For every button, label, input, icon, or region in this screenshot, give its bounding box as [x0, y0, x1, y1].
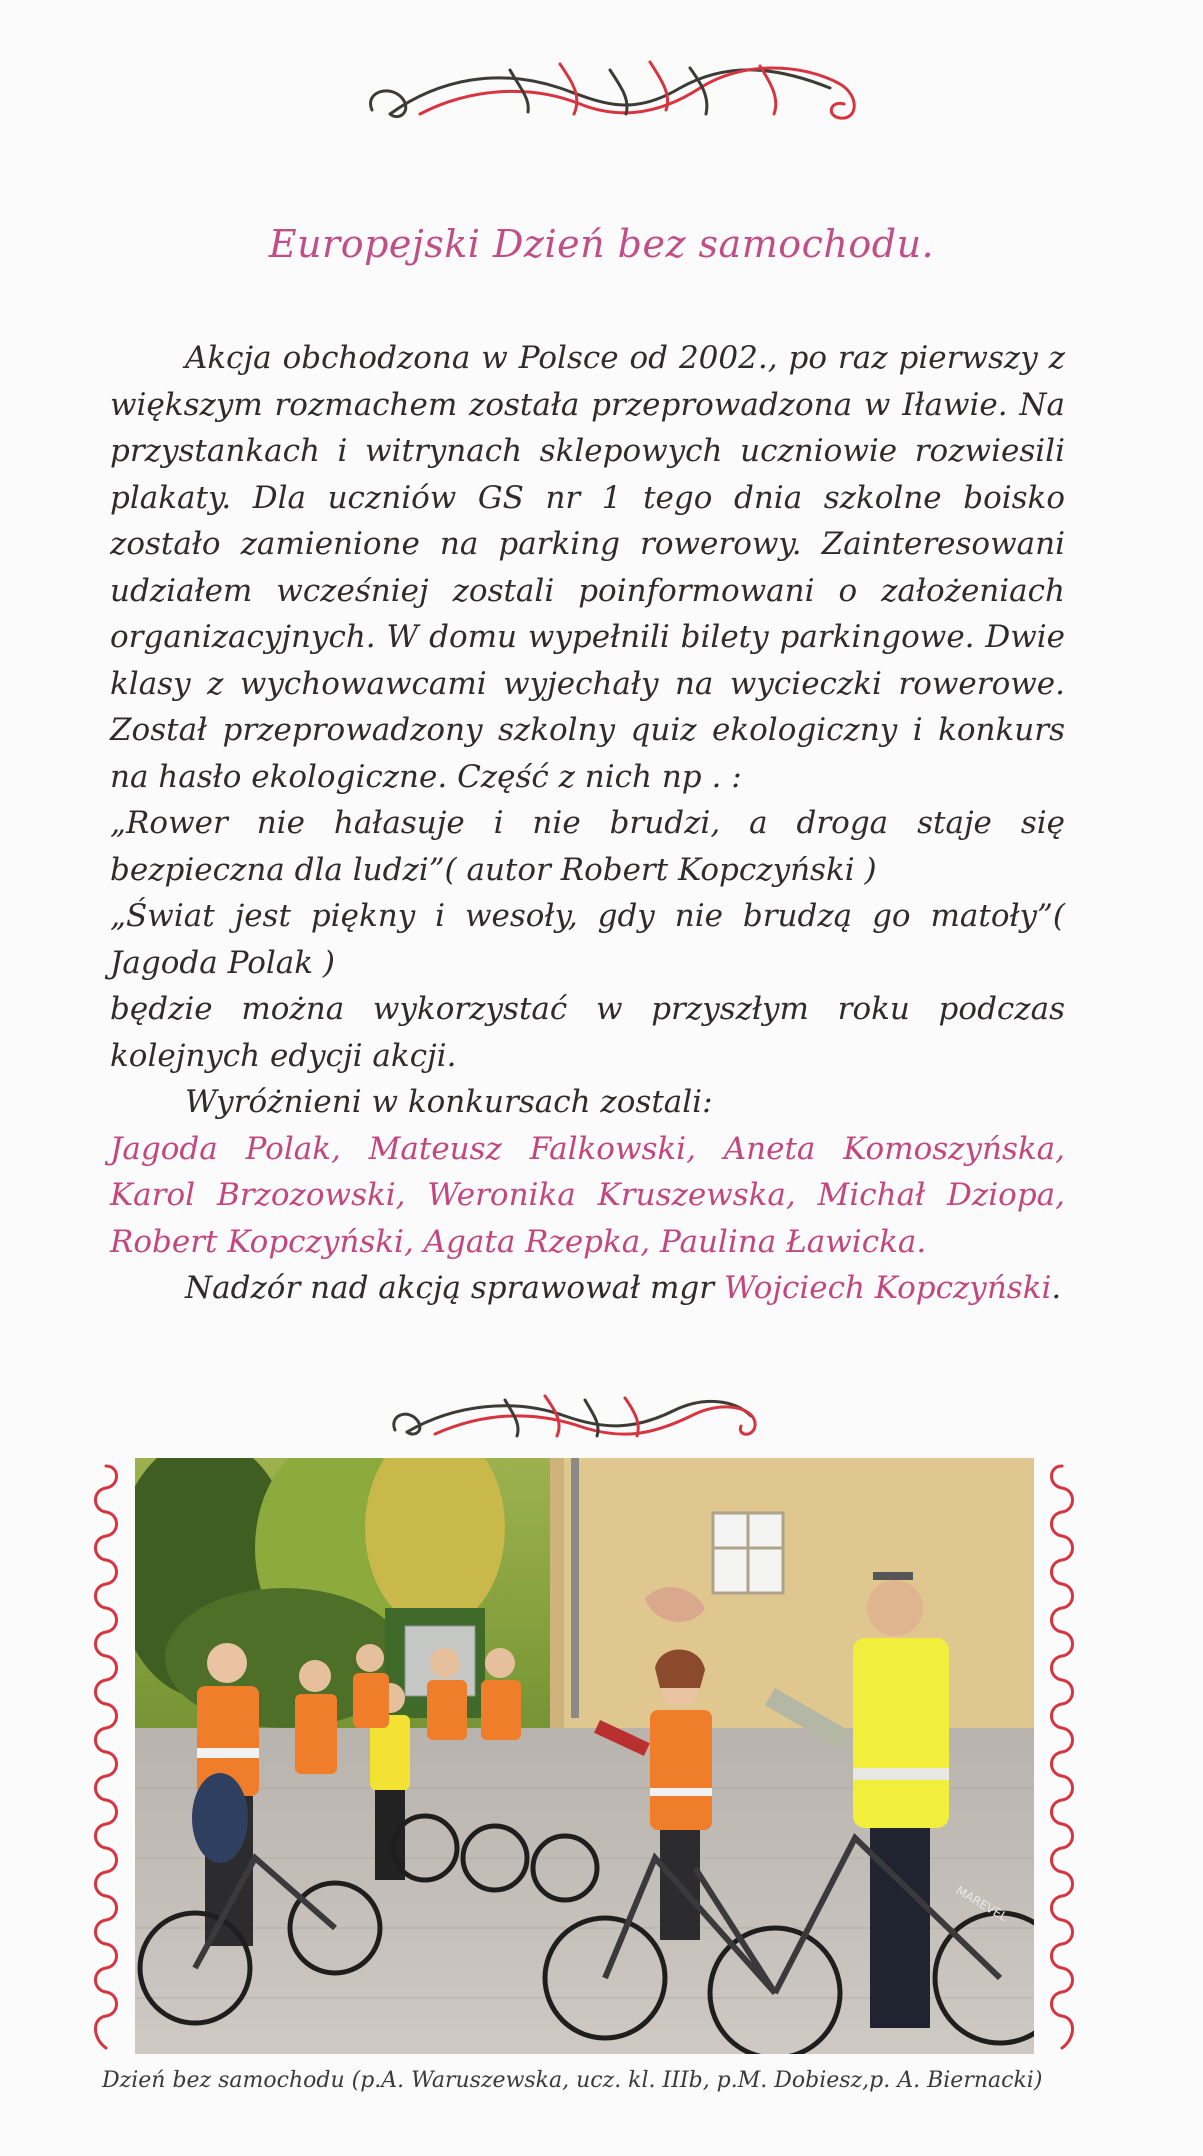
intro-paragraph: Akcja obchodzona w Polsce od 2002., po raz pierwszy z większym rozmachem została przeprowadzona w Iławie. Na przystankach i witrynach sklepowych uczniowie rozwiesili plakaty. Dla uczniów GS nr 1 tego dnia szkolne boisko zostało zamienione na parking rowerowy. Zainteresowani udziałem wcześniej zostali poinformowani o założeniach organizacyjnych. W domu wypełnili bilety parkingowe. Dwie klasy z wychowawcami wyjechały na wycieczki rowerowe. Został przeprowadzony szkolny quiz ekologiczny i konkurs na hasło ekologiczne. Część z nich np . : [110, 340, 1065, 795]
middle-flourish-ornament [385, 1386, 765, 1444]
supervision-line [110, 1265, 1065, 1312]
photo-caption: Dzień bez samochodu (p.A. Waruszewska, ucz. kl. IIIb, p.M. Dobiesz,p. A. Biernacki) [102, 2068, 1043, 2093]
after-quotes-paragraph: będzie można wykorzystać w przyszłym roku podczas kolejnych edycji akcji. [110, 991, 1065, 1074]
supervisor-name: Wojciech Kopczyński [723, 1270, 1052, 1306]
supervision-text: Nadzór nad akcją sprawował mgr [185, 1270, 724, 1306]
quote-jagoda: „Świat jest piękny i wesoły, gdy nie brudzą go matoły”( Jagoda Polak ) [110, 898, 1065, 981]
article-title: Europejski Dzień bez samochodu. [268, 222, 935, 266]
article-body [110, 335, 1065, 1312]
winners-list: Jagoda Polak, Mateusz Falkowski, Aneta Komoszyńska, Karol Brzozowski, Weronika Kruszewska, Michał Dziopa, Robert Kopczyński, Agata Rzepka, Paulina Ławicka. [110, 1130, 1065, 1260]
event-photo [135, 1458, 1034, 2054]
right-border-ornament [1042, 1458, 1082, 2058]
top-flourish-ornament [360, 48, 870, 128]
bike-brand-label: MAREVEL [953, 1883, 1010, 1925]
left-border-ornament [86, 1458, 126, 2058]
winners-intro: Wyróżnieni w konkursach zostali: [185, 1084, 713, 1120]
quote-robert: „Rower nie hałasuje i nie brudzi, a droga staje się bezpieczna dla ludzi”( autor Robert Kopczyński ) [110, 805, 1065, 888]
photo-illustration [135, 1458, 1034, 2054]
supervision-end: . [1051, 1270, 1062, 1306]
